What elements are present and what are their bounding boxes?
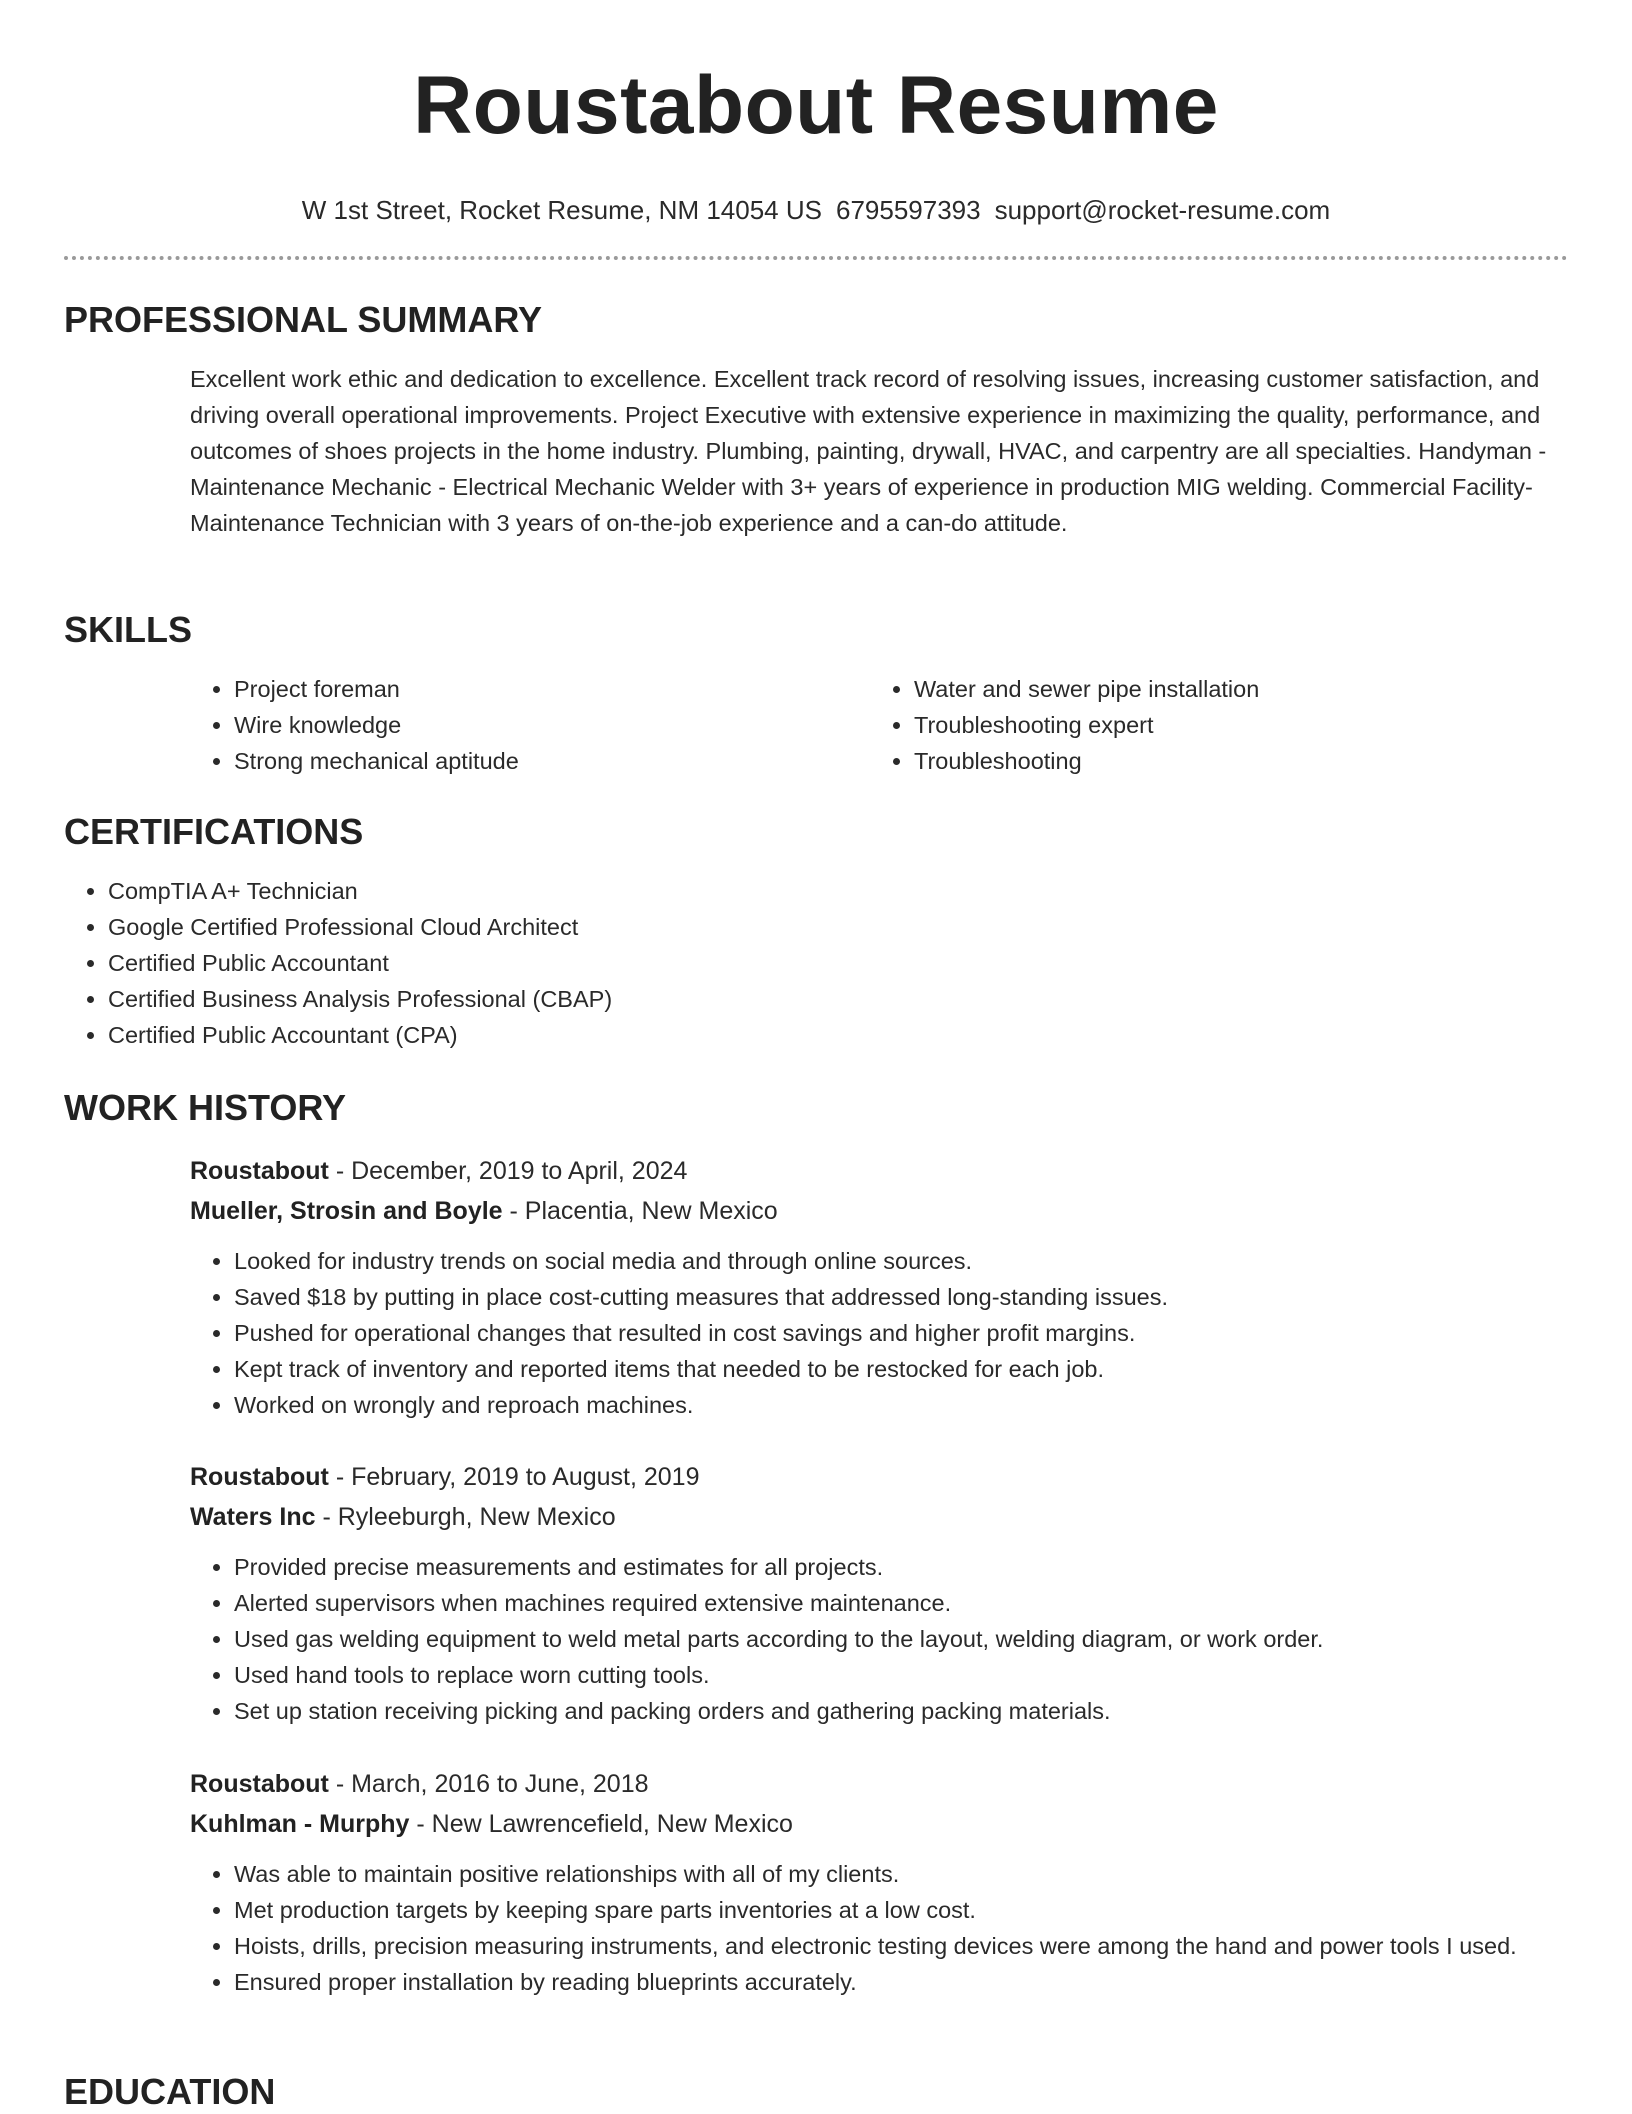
job-location: - New Lawrencefield, New Mexico <box>409 1810 793 1838</box>
job-bullets <box>190 1856 1612 2000</box>
certifications-list <box>64 873 1568 1053</box>
job-title: Roustabout <box>190 1157 329 1185</box>
job-bullets <box>190 1243 1632 1423</box>
skills-column-right <box>870 671 1550 779</box>
skill-item: • Wire knowledge <box>234 707 870 743</box>
job-bullets <box>190 1549 1632 1729</box>
job-company: Kuhlman - Murphy <box>190 1810 410 1838</box>
job-bullet: • Ensured proper installation by reading blueprints accurately. <box>234 1964 1612 2000</box>
job-title-line <box>190 1457 1632 1497</box>
header-divider <box>64 256 1568 260</box>
job-bullet: • Kept track of inventory and reported items that needed to be restocked for each job. <box>234 1351 1632 1387</box>
job-bullet: • Worked on wrongly and reproach machines. <box>234 1387 1632 1423</box>
work-history-heading: WORK HISTORY <box>64 1087 347 1128</box>
contact-email: support@rocket-resume.com <box>994 195 1331 225</box>
certification-item: • Certified Public Accountant <box>108 945 1568 981</box>
skills-section <box>64 608 1568 779</box>
contact-line <box>64 194 1568 226</box>
job-bullet: • Pushed for operational changes that resulted in cost savings and higher profit margins. <box>234 1315 1632 1351</box>
certifications-heading: CERTIFICATIONS <box>64 811 364 852</box>
skill-item: • Water and sewer pipe installation <box>914 671 1550 707</box>
summary-section <box>64 298 1568 541</box>
job-bullet: • Used hand tools to replace worn cutting tools. <box>234 1657 1632 1693</box>
job-bullet: • Provided precise measurements and estimates for all projects. <box>234 1549 1632 1585</box>
job-company-line <box>190 1804 1632 1844</box>
job-company-line <box>190 1497 1632 1537</box>
job-company-line <box>190 1191 1632 1231</box>
certification-item: • CompTIA A+ Technician <box>108 873 1568 909</box>
job-location: - Placentia, New Mexico <box>502 1197 778 1225</box>
skill-item: • Troubleshooting <box>914 743 1550 779</box>
education-section <box>64 2070 1568 2114</box>
work-history-section <box>64 1086 1568 1130</box>
skills-heading: SKILLS <box>64 609 193 650</box>
skill-item: • Strong mechanical aptitude <box>234 743 870 779</box>
job-company: Mueller, Strosin and Boyle <box>190 1197 503 1225</box>
job-location: - Ryleeburgh, New Mexico <box>315 1503 616 1531</box>
summary-heading: PROFESSIONAL SUMMARY <box>64 299 543 340</box>
job-title: Roustabout <box>190 1770 329 1798</box>
job-bullet: • Looked for industry trends on social media and through online sources. <box>234 1243 1632 1279</box>
job-title: Roustabout <box>190 1463 329 1491</box>
job-bullet: • Set up station receiving picking and packing orders and gathering packing materials. <box>234 1693 1632 1729</box>
certification-item: • Certified Business Analysis Professional (CBAP) <box>108 981 1568 1017</box>
job-bullet: • Saved $18 by putting in place cost-cutting measures that addressed long-standing issues. <box>234 1279 1632 1315</box>
summary-text: Excellent work ethic and dedication to excellence. Excellent track record of resolving issues, increasing customer satisfaction, and driving overall operational improvements. Project Executive with extensive experience in maximizing the quality, performance, and outcomes of shoes projects in the home industry. Plumbing, painting, drywall, HVAC, and carpentry are all specialties. Handyman - Maintenance Mechanic - Electrical Mechanic Welder with 3+ years of experience in production MIG welding. Commercial Facility-Maintenance Technician with 3 years of on-the-job experience and a can-do attitude. <box>190 366 1547 536</box>
job-bullet: • Was able to maintain positive relationships with all of my clients. <box>234 1856 1612 1892</box>
job-title-line <box>190 1764 1632 1804</box>
job-entry <box>190 1764 1632 2000</box>
job-dates: - March, 2016 to June, 2018 <box>328 1770 649 1798</box>
skills-column-left <box>190 671 870 779</box>
certifications-section <box>64 810 1568 1053</box>
resume-page <box>64 0 1568 2112</box>
job-bullet: • Hoists, drills, precision measuring instruments, and electronic testing devices were among the hand and power tools I used. <box>234 1928 1612 1964</box>
job-entry <box>190 1457 1632 1729</box>
job-company: Waters Inc <box>190 1503 316 1531</box>
job-dates: - December, 2019 to April, 2024 <box>328 1157 688 1185</box>
job-title-line <box>190 1151 1632 1191</box>
education-heading: EDUCATION <box>64 2071 276 2112</box>
skill-item: • Project foreman <box>234 671 870 707</box>
skills-columns <box>190 671 1568 779</box>
certification-item: • Certified Public Accountant (CPA) <box>108 1017 1568 1053</box>
skill-item: • Troubleshooting expert <box>914 707 1550 743</box>
job-bullet: • Met production targets by keeping spare parts inventories at a low cost. <box>234 1892 1612 1928</box>
job-bullet: • Alerted supervisors when machines required extensive maintenance. <box>234 1585 1632 1621</box>
resume-title: Roustabout Resume <box>413 60 1219 151</box>
job-entry <box>190 1151 1632 1423</box>
job-bullet: • Used gas welding equipment to weld metal parts according to the layout, welding diagram, or work order. <box>234 1621 1632 1657</box>
contact-address: W 1st Street, Rocket Resume, NM 14054 US <box>301 195 822 225</box>
contact-phone: 6795597393 <box>835 195 981 225</box>
job-dates: - February, 2019 to August, 2019 <box>328 1463 700 1491</box>
certification-item: • Google Certified Professional Cloud Architect <box>108 909 1568 945</box>
